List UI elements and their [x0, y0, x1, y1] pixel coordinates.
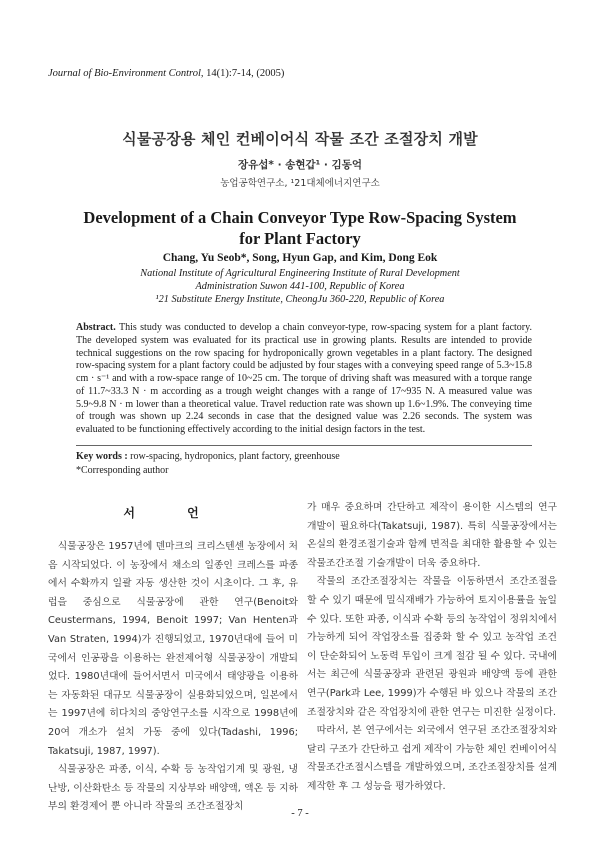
institution-line-2: Administration Suwon 441-100, Republic of Korea — [195, 281, 405, 292]
keywords — [76, 451, 340, 462]
authors-english: Chang, Yu Seob*, Song, Hyun Gap, and Kim, Dong Eok — [162, 252, 438, 264]
title-korean: 식물공장용 체인 컨베이어식 작물 조간 조절장치 개발 — [122, 130, 478, 148]
body-paragraph: 식물공장은 1957년에 덴마크의 크리스텐센 농장에서 처음 시작되었다. 이 농장에서 채소의 일종인 크레스를 파종에서 수확까지 일괄 자동 생산한 것이 시초이다. 그 후, 유럽을 중심으로 식물공장에 관한 연구(Benoit와 Ceustermans, 1994, Benoit 1997; Van Henten과 Van Straten, 1994)가 진행되었고, 1970년대에 들어 미국에서 인공광을 이용하는 완전제어형 식물공장이 개발되었다. 1980년대에 들어서면서 미국에서 태양광을 이용하는 자동화된 대규모 식물공장이 실용화되었으며, 일본에서는 1997년에 히다치의 중앙연구소를 시작으로 1998년에 20여 개소가 설치 가동 중에 있다(Tadashi, 1996; Takatsuji, 1987, 1997). — [48, 541, 298, 757]
body-paragraph: 가 매우 중요하며 간단하고 제작이 용이한 시스템의 연구 개발이 필요하다(Takatsuji, 1987). 특히 식물공장에서는 온실의 환경조절기술과 함께 면적을 최대한 활용할 수 있는 작물조간조절 기술개발이 더욱 중요하다. — [307, 502, 557, 569]
abstract-divider — [76, 445, 532, 446]
journal-volume: 14(1):7-14, (2005) — [206, 68, 285, 79]
abstract-text: This study was conducted to develop a chain conveyor-type, row-spacing system for a plant factory. The developed system was evaluated for its practical use in growing plants. Results are intended to provide technical suggestions on the row spacing for hydroponically grown vegetables in a plant factory. The designed row-spacing system for a plant factory could be adjusted by four stages with a conveying speed range of 5.3~15.8 cm · s⁻¹ and with a row-space range of 10~25 cm. The torque of driving shaft was measured with a torque range of 11.7~33.3 N · m according as a trough weight changes with a range of 17~935 N. A measured value was 5.9~9.8 N · m lower than a theoretical value. Travel reduction rate was shown up 1.6~1.9%. The conveying time of trough was shown up 2.24 seconds in case that the designed value was 2.26 seconds. The system was evaluated to be functioning effectively according to the initial design factors in the test. — [76, 322, 532, 435]
corresponding-author-note: *Corresponding author — [76, 465, 169, 476]
affiliation-korean: 농업공학연구소, ¹21대체에너지연구소 — [220, 178, 380, 189]
keywords-label: Key words : — [76, 451, 128, 462]
authors-korean: 장유섭* · 송현갑¹ · 김동억 — [238, 159, 362, 171]
journal-citation — [48, 68, 284, 79]
page-number: - 7 - — [291, 808, 309, 819]
title-english — [0, 207, 600, 249]
body-column-right — [307, 499, 557, 797]
keywords-text: row-spacing, hydroponics, plant factory, greenhouse — [130, 451, 340, 462]
journal-name: Journal of Bio-Environment Control, — [48, 68, 204, 79]
institution-line-3: ¹21 Substitute Energy Institute, CheongJu 360-220, Republic of Korea — [155, 294, 445, 305]
body-paragraph: 식물공장은 파종, 이식, 수확 등 농작업기계 및 광원, 냉난방, 이산화탄소 등 작물의 지상부와 배양액, 액온 등 지하부의 환경제어 뿐 아니라 작물의 조간조절장치 — [48, 764, 298, 813]
title-english-text: Development of a Chain Conveyor Type Row-Spacing System for Plant Factory — [83, 208, 517, 248]
body-paragraph: 작물의 조간조절장치는 작물을 이동하면서 조간조절을 할 수 있기 때문에 밀식재배가 가능하여 토지이용률을 높일 수 있다. 또한 파종, 이식과 수확 등의 농작업이 정위치에서 가능하게 되어 작업장소를 집중화 할 수 있고 농작업 조건이 단순화되어 노동력 투입이 크게 절감 될 수 있다. 국내에서는 최근에 식물공장과 관련된 광원과 배양액 등에 관한 연구(Park과 Lee, 1999)가 수행된 바 있으나 작물의 조간조절장치와 같은 작업장치에 관한 연구는 미진한 실정이다. — [307, 576, 557, 718]
institution-line-1: National Institute of Agricultural Engineering Institute of Rural Development — [140, 268, 460, 279]
body-paragraph: 따라서, 본 연구에서는 외국에서 연구된 조간조절장치와 달리 구조가 간단하고 쉽게 제작이 가능한 체인 컨베이어식 작물조간조절시스템을 개발하였으며, 조간조절장치를 설계제작한 후 그 성능을 평가하였다. — [307, 725, 557, 792]
body-column-left — [48, 538, 298, 817]
abstract — [76, 322, 532, 437]
abstract-label: Abstract. — [76, 322, 116, 333]
section-heading-introduction: 서 언 — [123, 506, 223, 520]
